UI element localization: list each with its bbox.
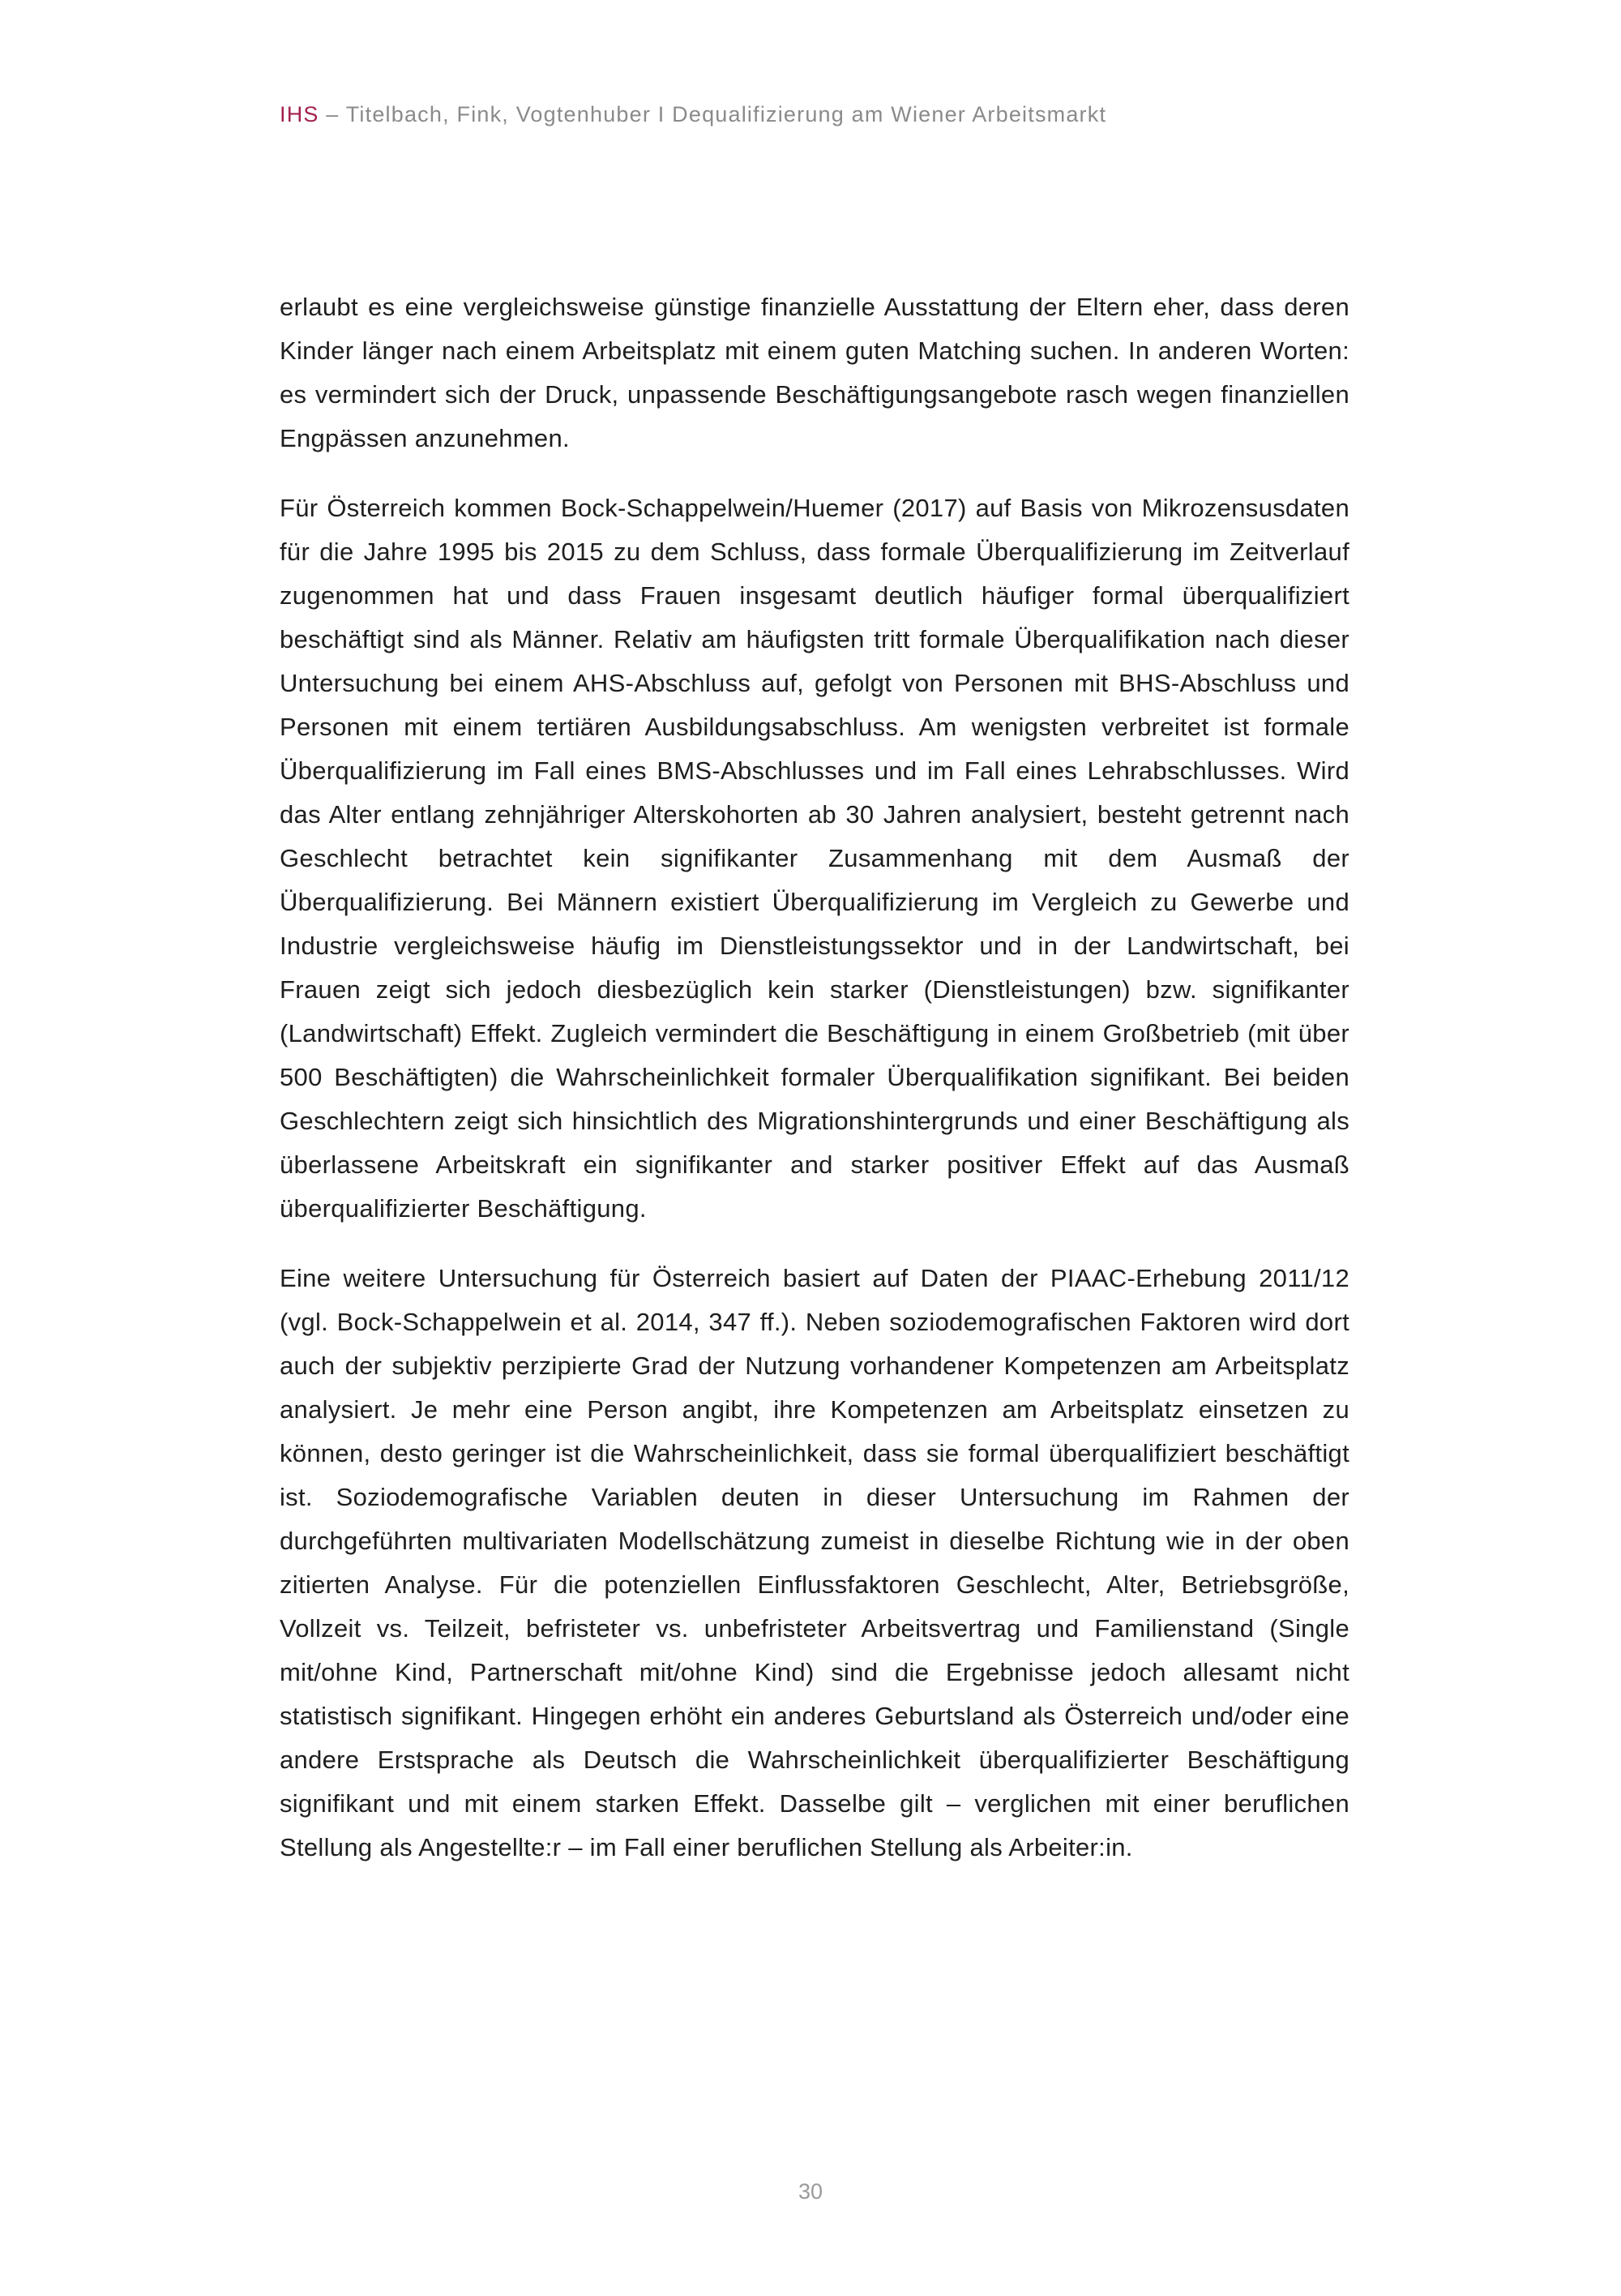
paragraph: Eine weitere Untersuchung für Österreich basiert auf Daten der PIAAC-Erhebung 2011/12 (vgl. Bock-Schappelwein et al. 2014, 347 ff.). Neben soziodemografischen Faktoren wird dort auch der subjektiv perzipierte Grad der Nutzung vorhandener Kompetenzen am Arbeitsplatz analysiert. Je mehr eine Person angibt, ihre Kompetenzen am Arbeitsplatz einsetzen zu können, desto geringer ist die Wahrscheinlichkeit, dass sie formal überqualifiziert beschäftigt ist. Soziodemografische Variablen deuten in dieser Untersuchung im Rahmen der durchgeführten multivariaten Modellschätzung zumeist in dieselbe Richtung wie in der oben zitierten Analyse. Für die potenziellen Einflussfaktoren Geschlecht, Alter, Betriebsgröße, Vollzeit vs. Teilzeit, befristeter vs. unbefristeter Arbeitsvertrag und Familienstand (Single mit/ohne Kind, Partnerschaft mit/ohne Kind) sind die Ergebnisse jedoch allesamt nicht statistisch signifikant. Hingegen erhöht ein anderes Geburtsland als Österreich und/oder eine andere Erstsprache als Deutsch die Wahrscheinlichkeit überqualifizierter Beschäftigung signifikant und mit einem starken Effekt. Dasselbe gilt – verglichen mit einer beruflichen Stellung als Angestellte:r – im Fall einer beruflichen Stellung als Arbeiter:in. xyxy=(280,1264,1349,1861)
page-number: 30 xyxy=(798,2179,823,2204)
header-org: IHS xyxy=(280,102,319,126)
body-text xyxy=(280,285,1349,1895)
paragraph: Für Österreich kommen Bock-Schappelwein/Huemer (2017) auf Basis von Mikrozensusdaten für die Jahre 1995 bis 2015 zu dem Schluss, dass formale Überqualifizierung im Zeitverlauf zugenommen hat und dass Frauen insgesamt deutlich häufiger formal überqualifiziert beschäftigt sind als Männer. Relativ am häufigsten tritt formale Überqualifikation nach dieser Untersuchung bei einem AHS-Abschluss auf, gefolgt von Personen mit BHS-Abschluss und Personen mit einem tertiären Ausbildungsabschluss. Am wenigsten verbreitet ist formale Überqualifizierung im Fall eines BMS-Abschlusses und im Fall eines Lehrabschlusses. Wird das Alter entlang zehnjähriger Alterskohorten ab 30 Jahren analysiert, besteht getrennt nach Geschlecht betrachtet kein signifikanter Zusammenhang mit dem Ausmaß der Überqualifizierung. Bei Männern existiert Überqualifizierung im Vergleich zu Gewerbe und Industrie vergleichsweise häufig im Dienstleistungssektor und in der Landwirtschaft, bei Frauen zeigt sich jedoch diesbezüglich kein starker (Dienstleistungen) bzw. signifikanter (Landwirtschaft) Effekt. Zugleich vermindert die Beschäftigung in einem Großbetrieb (mit über 500 Beschäftigten) die Wahrscheinlichkeit formaler Überqualifikation signifikant. Bei beiden Geschlechtern zeigt sich hinsichtlich des Migrationshintergrunds und einer Beschäftigung als überlassene Arbeitskraft ein signifikanter and starker positiver Effekt auf das Ausmaß überqualifizierter Beschäftigung. xyxy=(280,494,1349,1223)
running-header xyxy=(280,102,1106,127)
header-title: – Titelbach, Fink, Vogtenhuber I Dequalifizierung am Wiener Arbeitsmarkt xyxy=(319,102,1107,126)
paragraph: erlaubt es eine vergleichsweise günstige finanzielle Ausstattung der Eltern eher, dass deren Kinder länger nach einem Arbeitsplatz mit einem guten Matching suchen. In anderen Worten: es vermindert sich der Druck, unpassende Beschäftigungsangebote rasch wegen finanziellen Engpässen anzunehmen. xyxy=(280,293,1349,452)
